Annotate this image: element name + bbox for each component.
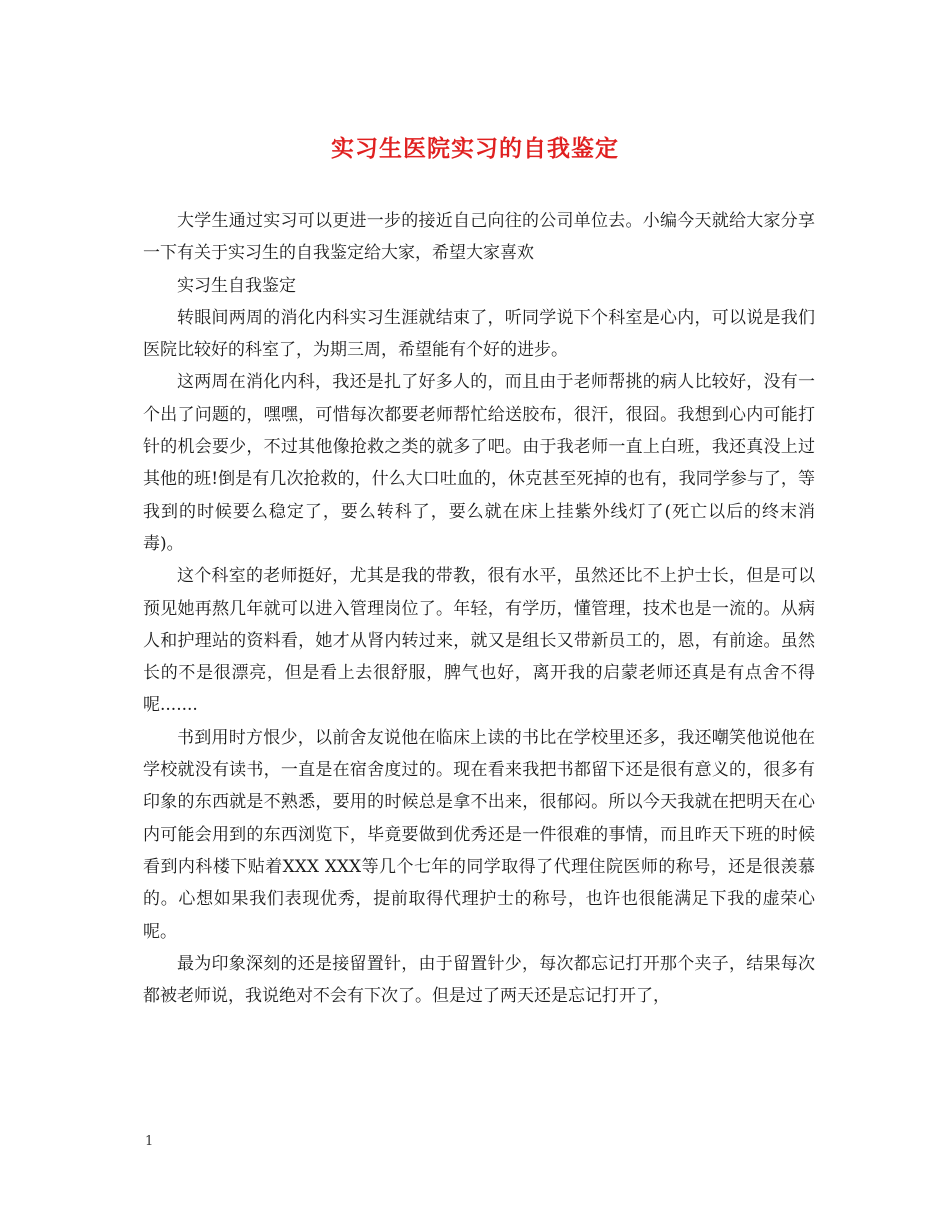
page-number: 1 <box>145 1134 154 1149</box>
paragraph: 这个科室的老师挺好，尤其是我的带教，很有水平，虽然还比不上护士长，但是可以预见她再熬几年就可以进入管理岗位了。年轻，有学历，懂管理，技术也是一流的。从病人和护理站的资料看，她才从肾内转过来，就又是组长又带新员工的，恩，有前途。虽然长的不是很漂亮，但是看上去很舒服，脾气也好，离开我的启蒙老师还真是有点舍不得呢....... <box>143 566 815 716</box>
paragraph-subheading: 实习生自我鉴定 <box>177 275 296 296</box>
document-title: 实习生医院实习的自我鉴定 <box>331 135 619 162</box>
paragraph-intro: 大学生通过实习可以更进一步的接近自己向往的公司单位去。小编今天就给大家分享一下有关于实习生的自我鉴定给大家，希望大家喜欢 <box>143 211 815 264</box>
paragraph: 转眼间两周的消化内科实习生涯就结束了，听同学说下个科室是心内，可以说是我们医院比较好的科室了，为期三周，希望能有个好的进步。 <box>143 307 815 361</box>
paragraph: 书到用时方恨少，以前舍友说他在临床上读的书比在学校里还多，我还嘲笑他说他在学校就没有读书，一直是在宿舍度过的。现在看来我把书都留下还是很有意义的，很多有印象的东西就是不熟悉，要用的时候总是拿不出来，很郁闷。所以今天我就在把明天在心内可能会用到的东西浏览下，毕竟要做到优秀还是一件很难的事情，而且昨天下班的时候看到内科楼下贴着XXX XXX等几个七年的同学取得了代理住院医师的称号，还是很羡慕的。心想如果我们表现优秀，提前取得代理护士的称号，也许也很能满足下我的虚荣心呢。 <box>143 727 815 942</box>
paragraph: 这两周在消化内科，我还是扎了好多人的，而且由于老师帮挑的病人比较好，没有一个出了问题的，嘿嘿，可惜每次都要老师帮忙给送胶布，很汗，很囧。我想到心内可能打针的机会要少，不过其他像抢救之类的就多了吧。由于我老师一直上白班，我还真没上过其他的班!倒是有几次抢救的，什么大口吐血的，休克甚至死掉的也有，我同学参与了，等我到的时候要么稳定了，要么转科了，要么就在床上挂紫外线灯了(死亡以后的终末消毒)。 <box>143 372 815 554</box>
paragraph: 最为印象深刻的还是接留置针，由于留置针少，每次都忘记打开那个夹子，结果每次都被老师说，我说绝对不会有下次了。但是过了两天还是忘记打开了， <box>143 953 815 1007</box>
document-body <box>143 205 815 1012</box>
